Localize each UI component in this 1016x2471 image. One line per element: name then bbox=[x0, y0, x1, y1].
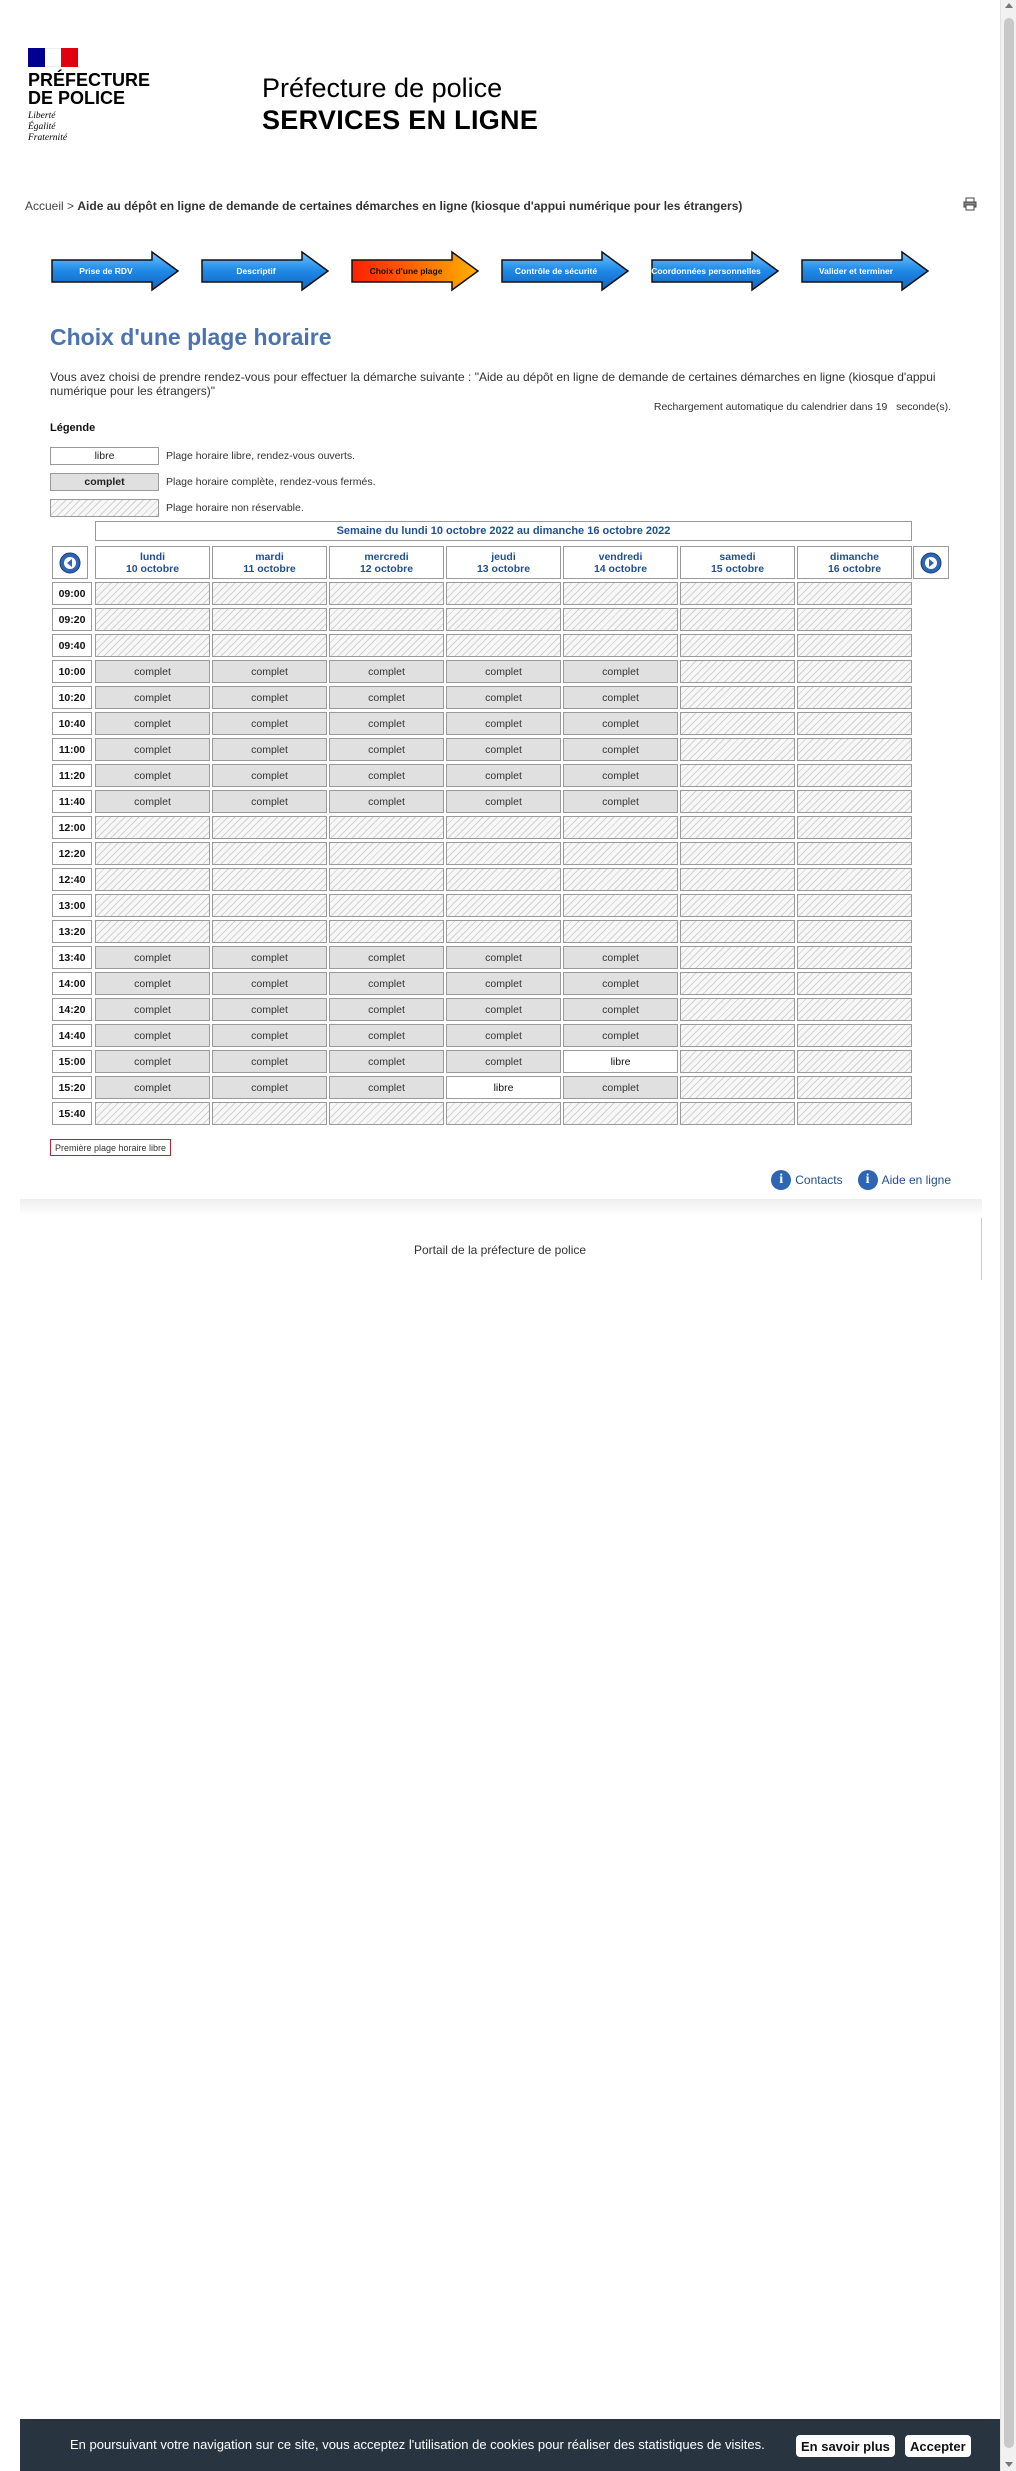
unavailable-slot bbox=[329, 634, 444, 657]
time-label: 13:40 bbox=[52, 946, 92, 969]
logo-motto: Liberté Égalité Fraternité bbox=[28, 111, 68, 143]
unavailable-slot bbox=[446, 920, 561, 943]
unavailable-slot bbox=[563, 894, 678, 917]
full-slot: complet bbox=[446, 972, 561, 995]
step-6 bbox=[800, 250, 932, 292]
breadcrumb-home-link[interactable]: Accueil bbox=[25, 199, 64, 213]
full-slot: complet bbox=[95, 998, 210, 1021]
unavailable-slot bbox=[446, 582, 561, 605]
full-slot: complet bbox=[212, 972, 327, 995]
full-slot: complet bbox=[563, 790, 678, 813]
step-4 bbox=[500, 250, 632, 292]
unavailable-slot bbox=[212, 634, 327, 657]
legend-title: Légende bbox=[50, 422, 96, 434]
full-slot: complet bbox=[95, 1050, 210, 1073]
breadcrumb-current: Aide au dépôt en ligne de demande de certaines démarches en ligne (kiosque d'appui numérique pour les étrangers) bbox=[77, 199, 743, 213]
step-3 bbox=[350, 250, 482, 292]
time-label: 09:20 bbox=[52, 608, 92, 631]
unavailable-slot bbox=[797, 608, 912, 631]
step-label: Valider et terminer bbox=[818, 266, 894, 276]
unavailable-slot bbox=[680, 842, 795, 865]
unavailable-slot bbox=[563, 920, 678, 943]
day-name: samedi bbox=[719, 551, 756, 563]
help-links bbox=[756, 1170, 951, 1190]
step-label: Contrôle de sécurité bbox=[514, 266, 598, 276]
day-name: dimanche bbox=[829, 551, 879, 563]
full-slot: complet bbox=[212, 1050, 327, 1073]
unavailable-slot bbox=[797, 1102, 912, 1125]
breadcrumb bbox=[25, 199, 742, 213]
online-help-link[interactable] bbox=[858, 1170, 951, 1190]
full-slot: complet bbox=[446, 790, 561, 813]
legend-non-reservable-swatch bbox=[50, 499, 159, 517]
unavailable-slot bbox=[680, 816, 795, 839]
full-slot: complet bbox=[212, 790, 327, 813]
full-slot: complet bbox=[212, 686, 327, 709]
unavailable-slot bbox=[680, 894, 795, 917]
unavailable-slot bbox=[329, 816, 444, 839]
time-label: 12:00 bbox=[52, 816, 92, 839]
unavailable-slot bbox=[329, 1102, 444, 1125]
unavailable-slot bbox=[212, 868, 327, 891]
unavailable-slot bbox=[95, 842, 210, 865]
time-label: 09:00 bbox=[52, 582, 92, 605]
unavailable-slot bbox=[797, 738, 912, 761]
time-label: 10:20 bbox=[52, 686, 92, 709]
legend-complet-text: Plage horaire complète, rendez-vous fermés. bbox=[166, 476, 376, 488]
full-slot: complet bbox=[329, 712, 444, 735]
site-header bbox=[0, 0, 1000, 180]
first-free-slot-button[interactable]: Première plage horaire libre bbox=[50, 1139, 171, 1156]
scroll-up-arrow-icon[interactable] bbox=[1005, 3, 1013, 8]
unavailable-slot bbox=[680, 608, 795, 631]
time-label: 10:40 bbox=[52, 712, 92, 735]
full-slot: complet bbox=[446, 686, 561, 709]
full-slot: complet bbox=[329, 1024, 444, 1047]
day-header-samedi bbox=[680, 546, 795, 579]
unavailable-slot bbox=[563, 1102, 678, 1125]
full-slot: complet bbox=[563, 686, 678, 709]
unavailable-slot bbox=[680, 946, 795, 969]
full-slot: complet bbox=[563, 1024, 678, 1047]
unavailable-slot bbox=[95, 868, 210, 891]
unavailable-slot bbox=[680, 868, 795, 891]
full-slot: complet bbox=[563, 972, 678, 995]
online-help-label: Aide en ligne bbox=[881, 1173, 951, 1187]
unavailable-slot bbox=[212, 842, 327, 865]
time-label: 15:00 bbox=[52, 1050, 92, 1073]
full-slot: complet bbox=[446, 764, 561, 787]
footer-separator bbox=[20, 1199, 982, 1215]
time-label: 14:40 bbox=[52, 1024, 92, 1047]
full-slot: complet bbox=[212, 998, 327, 1021]
scroll-down-arrow-icon[interactable] bbox=[1005, 2462, 1013, 2467]
full-slot: complet bbox=[329, 946, 444, 969]
day-date: 12 octobre bbox=[359, 563, 414, 575]
time-label: 15:20 bbox=[52, 1076, 92, 1099]
unavailable-slot bbox=[797, 972, 912, 995]
full-slot: complet bbox=[563, 660, 678, 683]
site-title-line1: Préfecture de police bbox=[262, 73, 503, 103]
french-flag-icon bbox=[28, 48, 78, 67]
day-date: 14 octobre bbox=[593, 563, 648, 575]
unavailable-slot bbox=[680, 998, 795, 1021]
day-name: lundi bbox=[139, 551, 166, 563]
unavailable-slot bbox=[563, 608, 678, 631]
full-slot: complet bbox=[446, 712, 561, 735]
vertical-scrollbar[interactable] bbox=[1000, 0, 1016, 2471]
full-slot: complet bbox=[95, 1076, 210, 1099]
next-week-button[interactable] bbox=[913, 546, 949, 579]
day-date: 11 octobre bbox=[243, 563, 296, 575]
full-slot: complet bbox=[329, 1050, 444, 1073]
unavailable-slot bbox=[212, 816, 327, 839]
time-label: 09:40 bbox=[52, 634, 92, 657]
free-slot[interactable]: libre bbox=[563, 1050, 678, 1073]
step-label: Descriptif bbox=[236, 266, 276, 276]
full-slot: complet bbox=[563, 764, 678, 787]
unavailable-slot bbox=[797, 894, 912, 917]
full-slot: complet bbox=[212, 1024, 327, 1047]
full-slot: complet bbox=[95, 738, 210, 761]
full-slot: complet bbox=[563, 998, 678, 1021]
legend-libre bbox=[50, 446, 355, 466]
day-name: vendredi bbox=[598, 551, 643, 563]
legend-non-reservable bbox=[50, 498, 304, 518]
full-slot: complet bbox=[212, 764, 327, 787]
time-label: 14:20 bbox=[52, 998, 92, 1021]
unavailable-slot bbox=[446, 868, 561, 891]
unavailable-slot bbox=[680, 920, 795, 943]
cookie-banner bbox=[20, 2419, 1000, 2471]
unavailable-slot bbox=[563, 842, 678, 865]
step-1 bbox=[50, 250, 182, 292]
unavailable-slot bbox=[95, 634, 210, 657]
unavailable-slot bbox=[446, 1102, 561, 1125]
full-slot: complet bbox=[95, 660, 210, 683]
step-label: Coordonnées personnelles bbox=[651, 266, 761, 276]
full-slot: complet bbox=[95, 764, 210, 787]
unavailable-slot bbox=[680, 582, 795, 605]
unavailable-slot bbox=[797, 660, 912, 683]
full-slot: complet bbox=[212, 738, 327, 761]
full-slot: complet bbox=[95, 1024, 210, 1047]
intro-text: Vous avez choisi de prendre rendez-vous pour effectuer la démarche suivante : "Aide au dépôt en ligne de demande de certaines démarches en ligne (kiosque d'appui numérique pour les étrangers)" bbox=[50, 370, 936, 398]
day-header-mercredi bbox=[329, 546, 444, 579]
time-label: 13:00 bbox=[52, 894, 92, 917]
legend-libre-swatch: libre bbox=[50, 447, 159, 465]
full-slot: complet bbox=[95, 946, 210, 969]
day-header-mardi bbox=[212, 546, 327, 579]
full-slot: complet bbox=[446, 998, 561, 1021]
unavailable-slot bbox=[563, 582, 678, 605]
unavailable-slot bbox=[95, 582, 210, 605]
full-slot: complet bbox=[329, 660, 444, 683]
unavailable-slot bbox=[95, 894, 210, 917]
day-header-lundi bbox=[95, 546, 210, 579]
unavailable-slot bbox=[563, 868, 678, 891]
unavailable-slot bbox=[680, 660, 795, 683]
unavailable-slot bbox=[797, 998, 912, 1021]
time-label: 10:00 bbox=[52, 660, 92, 683]
unavailable-slot bbox=[680, 764, 795, 787]
unavailable-slot bbox=[797, 686, 912, 709]
unavailable-slot bbox=[797, 790, 912, 813]
full-slot: complet bbox=[563, 712, 678, 735]
full-slot: complet bbox=[563, 738, 678, 761]
page-title: Choix d'une plage horaire bbox=[50, 324, 332, 350]
site-title-line2: SERVICES EN LIGNE bbox=[262, 105, 539, 135]
site-title bbox=[262, 72, 538, 136]
unavailable-slot bbox=[95, 608, 210, 631]
full-slot: complet bbox=[329, 686, 444, 709]
unavailable-slot bbox=[212, 894, 327, 917]
full-slot: complet bbox=[446, 1024, 561, 1047]
unavailable-slot bbox=[446, 816, 561, 839]
full-slot: complet bbox=[95, 790, 210, 813]
day-name: mardi bbox=[255, 551, 284, 563]
unavailable-slot bbox=[95, 816, 210, 839]
day-header-vendredi bbox=[563, 546, 678, 579]
previous-arrow-icon bbox=[59, 552, 81, 574]
unavailable-slot bbox=[446, 634, 561, 657]
unavailable-slot bbox=[680, 972, 795, 995]
unavailable-slot bbox=[446, 608, 561, 631]
full-slot: complet bbox=[95, 686, 210, 709]
unavailable-slot bbox=[329, 582, 444, 605]
unavailable-slot bbox=[680, 738, 795, 761]
unavailable-slot bbox=[329, 868, 444, 891]
time-label: 12:20 bbox=[52, 842, 92, 865]
full-slot: complet bbox=[212, 1076, 327, 1099]
unavailable-slot bbox=[680, 686, 795, 709]
unavailable-slot bbox=[797, 816, 912, 839]
step-label: Prise de RDV bbox=[79, 266, 133, 276]
unavailable-slot bbox=[797, 634, 912, 657]
info-icon: i bbox=[858, 1170, 878, 1190]
footer-portal-link[interactable]: Portail de la préfecture de police bbox=[413, 1243, 587, 1257]
unavailable-slot bbox=[212, 920, 327, 943]
contacts-link[interactable] bbox=[771, 1170, 842, 1190]
full-slot: complet bbox=[329, 764, 444, 787]
day-name: jeudi bbox=[491, 551, 516, 563]
reload-seconds: 19 bbox=[875, 401, 888, 413]
unavailable-slot bbox=[797, 764, 912, 787]
step-2 bbox=[200, 250, 332, 292]
time-label: 11:00 bbox=[52, 738, 92, 761]
scrollbar-thumb[interactable] bbox=[1004, 18, 1014, 2448]
unavailable-slot bbox=[680, 1050, 795, 1073]
contacts-label: Contacts bbox=[795, 1173, 843, 1187]
time-label: 12:40 bbox=[52, 868, 92, 891]
unavailable-slot bbox=[797, 842, 912, 865]
unavailable-slot bbox=[680, 712, 795, 735]
unavailable-slot bbox=[680, 1102, 795, 1125]
full-slot: complet bbox=[329, 972, 444, 995]
prefecture-logo[interactable] bbox=[28, 48, 151, 144]
day-date: 15 octobre bbox=[710, 563, 765, 575]
full-slot: complet bbox=[446, 946, 561, 969]
unavailable-slot bbox=[797, 1050, 912, 1073]
unavailable-slot bbox=[797, 920, 912, 943]
breadcrumb-separator: > bbox=[67, 199, 75, 213]
cookie-text: En poursuivant votre navigation sur ce site, vous acceptez l'utilisation de cookies pour réaliser des statistiques de visites. bbox=[70, 2437, 765, 2452]
unavailable-slot bbox=[212, 582, 327, 605]
legend-libre-text: Plage horaire libre, rendez-vous ouverts. bbox=[166, 450, 356, 462]
day-name: mercredi bbox=[364, 551, 409, 563]
time-label: 11:40 bbox=[52, 790, 92, 813]
day-header-jeudi bbox=[446, 546, 561, 579]
time-label: 15:40 bbox=[52, 1102, 92, 1125]
legend-complet-swatch: complet bbox=[50, 473, 159, 491]
info-icon: i bbox=[771, 1170, 791, 1190]
day-date: 10 octobre bbox=[125, 563, 180, 575]
unavailable-slot bbox=[212, 608, 327, 631]
legend-complet bbox=[50, 472, 376, 492]
time-label: 11:20 bbox=[52, 764, 92, 787]
full-slot: complet bbox=[329, 998, 444, 1021]
day-date: 16 octobre bbox=[827, 563, 882, 575]
reload-countdown: Rechargement automatique du calendrier dans 19 seconde(s). bbox=[653, 401, 951, 413]
step-label: Choix d'une plage bbox=[369, 266, 443, 276]
unavailable-slot bbox=[95, 1102, 210, 1125]
full-slot: complet bbox=[446, 660, 561, 683]
unavailable-slot bbox=[680, 1024, 795, 1047]
unavailable-slot bbox=[680, 1076, 795, 1099]
unavailable-slot bbox=[95, 920, 210, 943]
next-arrow-icon bbox=[920, 552, 942, 574]
unavailable-slot bbox=[329, 894, 444, 917]
print-icon[interactable] bbox=[963, 197, 977, 211]
unavailable-slot bbox=[329, 920, 444, 943]
unavailable-slot bbox=[446, 842, 561, 865]
full-slot: complet bbox=[212, 712, 327, 735]
full-slot: complet bbox=[212, 660, 327, 683]
logo-name: PRÉFECTURE DE POLICE bbox=[28, 70, 151, 108]
week-title: Semaine du lundi 10 octobre 2022 au dimanche 16 octobre 2022 bbox=[95, 521, 912, 541]
unavailable-slot bbox=[563, 816, 678, 839]
unavailable-slot bbox=[797, 712, 912, 735]
cookie-more-button[interactable]: En savoir plus bbox=[796, 2435, 895, 2457]
unavailable-slot bbox=[797, 582, 912, 605]
full-slot: complet bbox=[212, 946, 327, 969]
day-header-dimanche bbox=[797, 546, 912, 579]
full-slot: complet bbox=[563, 1076, 678, 1099]
unavailable-slot bbox=[797, 868, 912, 891]
unavailable-slot bbox=[797, 1024, 912, 1047]
step-5 bbox=[650, 250, 782, 292]
full-slot: complet bbox=[446, 738, 561, 761]
full-slot: complet bbox=[329, 790, 444, 813]
unavailable-slot bbox=[797, 946, 912, 969]
full-slot: complet bbox=[446, 1050, 561, 1073]
full-slot: complet bbox=[95, 712, 210, 735]
full-slot: complet bbox=[329, 738, 444, 761]
time-label: 14:00 bbox=[52, 972, 92, 995]
cookie-accept-button[interactable]: Accepter bbox=[905, 2435, 971, 2457]
legend-non-reservable-text: Plage horaire non réservable. bbox=[166, 502, 304, 514]
previous-week-button[interactable] bbox=[52, 546, 88, 579]
time-label: 13:20 bbox=[52, 920, 92, 943]
unavailable-slot bbox=[563, 634, 678, 657]
unavailable-slot bbox=[680, 634, 795, 657]
unavailable-slot bbox=[446, 894, 561, 917]
day-date: 13 octobre bbox=[476, 563, 531, 575]
full-slot: complet bbox=[329, 1076, 444, 1099]
full-slot: complet bbox=[563, 946, 678, 969]
unavailable-slot bbox=[680, 790, 795, 813]
unavailable-slot bbox=[797, 1076, 912, 1099]
unavailable-slot bbox=[212, 1102, 327, 1125]
unavailable-slot bbox=[329, 608, 444, 631]
full-slot: complet bbox=[95, 972, 210, 995]
free-slot[interactable]: libre bbox=[446, 1076, 561, 1099]
progress-steps bbox=[50, 250, 950, 294]
unavailable-slot bbox=[329, 842, 444, 865]
